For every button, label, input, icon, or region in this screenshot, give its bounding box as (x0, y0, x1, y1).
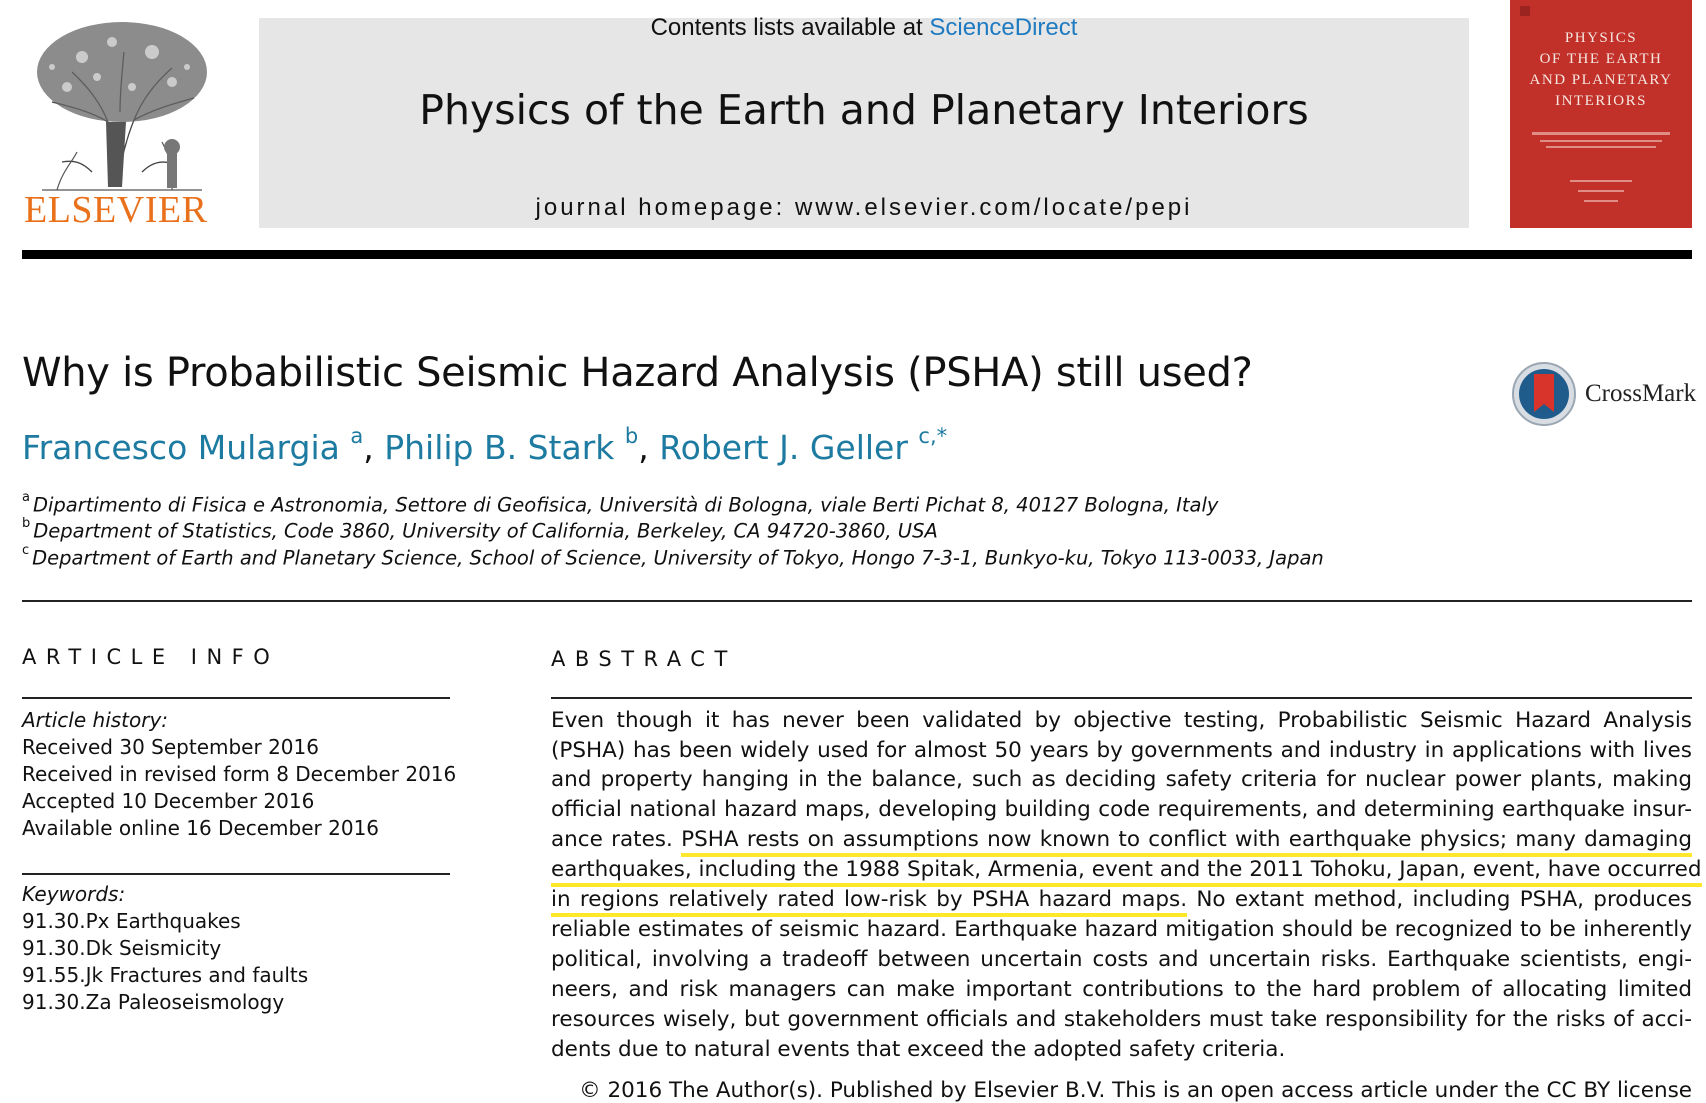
history-entry: Available online 16 December 2016 (22, 816, 380, 840)
abstract-line: political, involving a tradeoff between uncertain costs and uncertain risks. Earthquake scientists, engi- (551, 947, 1692, 972)
crossmark-label[interactable]: CrossMark (1585, 380, 1697, 407)
history-entry: Received 30 September 2016 (22, 735, 319, 759)
keyword[interactable]: 91.30.Za Paleoseismology (22, 990, 285, 1014)
section-rule (22, 600, 1692, 602)
cover-title-line: INTERIORS (1555, 93, 1647, 109)
keyword[interactable]: 91.30.Px Earthquakes (22, 909, 241, 933)
contents-availability (259, 14, 1469, 42)
author-name[interactable]: Philip B. Stark (384, 428, 615, 467)
affiliation-mark: a (22, 490, 30, 505)
abstract-heading: ABSTRACT (551, 647, 737, 671)
article-info-heading: ARTICLE INFO (22, 645, 280, 669)
affiliation-text: Department of Earth and Planetary Science, School of Science, University of Tokyo, Hongo 7-3-1, Bunkyo-ku, Tokyo 113-0033, Japan (32, 546, 1324, 570)
author-list (22, 424, 948, 467)
author-affiliation-mark[interactable]: c,* (918, 424, 948, 448)
history-entry: Accepted 10 December 2016 (22, 789, 315, 813)
author-name[interactable]: Francesco Mulargia (22, 428, 340, 467)
highlighted-text: in regions relatively rated low-risk by PSHA hazard maps. (551, 887, 1187, 917)
abstract-line: Even though it has never been validated by objective testing, Probabilistic Seismic Hazard Analysis (551, 708, 1692, 733)
contents-prefix: Contents lists available at (650, 14, 930, 41)
journal-title: Physics of the Earth and Planetary Interiors (419, 86, 1309, 134)
history-entry: Received in revised form 8 December 2016 (22, 762, 457, 786)
abstract-line (551, 885, 1692, 915)
affiliation (22, 516, 938, 543)
keyword[interactable]: 91.30.Dk Seismicity (22, 936, 222, 960)
affiliation (22, 490, 1219, 517)
elsevier-wordmark: ELSEVIER (24, 189, 208, 231)
author-separator: , (638, 428, 660, 467)
highlighted-text: PSHA rests on assumptions now known to conflict with earthquake physics; many damaging (681, 827, 1692, 857)
abstract-text: ance rates. (551, 827, 682, 852)
cover-title-line: OF THE EARTH (1539, 51, 1663, 67)
abstract-line: resources wisely, but government officials and stakeholders must take responsibility for the risks of acci- (551, 1007, 1692, 1032)
keywords-rule (22, 873, 450, 875)
cover-title-line: PHYSICS (1564, 30, 1638, 46)
keyword[interactable]: 91.55.Jk Fractures and faults (22, 963, 309, 987)
abstract-line: (PSHA) has been widely used for almost 50 years by governments and industry in applications with lives (551, 738, 1692, 763)
abstract-line: reliable estimates of seismic hazard. Earthquake hazard mitigation should be recognized to be inherently (551, 917, 1692, 942)
affiliation-text: Dipartimento di Fisica e Astronomia, Settore di Geofisica, Università di Bologna, viale Berti Pichat 8, 40127 Bologna, Italy (32, 493, 1219, 517)
article-history-label: Article history: (22, 708, 169, 732)
abstract-rule (551, 697, 1692, 699)
affiliation (22, 543, 1324, 570)
copyright-notice: © 2016 The Author(s). Published by Elsevier B.V. This is an open access article under the CC BY license (579, 1078, 1692, 1103)
affiliation-mark: c (22, 543, 30, 558)
article-title: Why is Probabilistic Seismic Hazard Analysis (PSHA) still used? (22, 350, 1253, 396)
keywords-label: Keywords: (22, 882, 126, 906)
abstract-line: and property hanging in the balance, such as deciding safety criteria for nuclear power plants, making (551, 767, 1692, 792)
abstract-line: neers, and risk managers can make important contributions to the hard problem of allocating limited (551, 977, 1692, 1002)
affiliation-mark: b (22, 516, 31, 531)
author-affiliation-mark[interactable]: a (350, 424, 364, 448)
abstract-text: No extant method, including PSHA, produces (1187, 887, 1692, 912)
journal-homepage-link[interactable]: journal homepage: www.elsevier.com/locate/pepi (535, 194, 1193, 221)
abstract-line (551, 855, 1702, 885)
highlighted-text: earthquakes, including the 1988 Spitak, Armenia, event and the 2011 Tohoku, Japan, event, have occurred (551, 857, 1702, 887)
article-info-rule (22, 697, 450, 699)
abstract-line (551, 825, 1692, 855)
cover-title-line: AND PLANETARY (1529, 72, 1673, 88)
author-affiliation-mark[interactable]: b (624, 424, 639, 448)
affiliation-text: Department of Statistics, Code 3860, University of California, Berkeley, CA 94720-3860, USA (33, 519, 938, 543)
header-rule (22, 250, 1692, 259)
abstract-line: official national hazard maps, developing building code requirements, and determining earthquake insur- (551, 797, 1692, 822)
sciencedirect-link[interactable]: ScienceDirect (929, 14, 1078, 41)
author-name[interactable]: Robert J. Geller (659, 428, 908, 467)
cover-title (1510, 28, 1692, 112)
abstract-line: dents due to natural events that exceed the adopted safety criteria. (551, 1037, 1286, 1062)
author-separator: , (363, 428, 385, 467)
